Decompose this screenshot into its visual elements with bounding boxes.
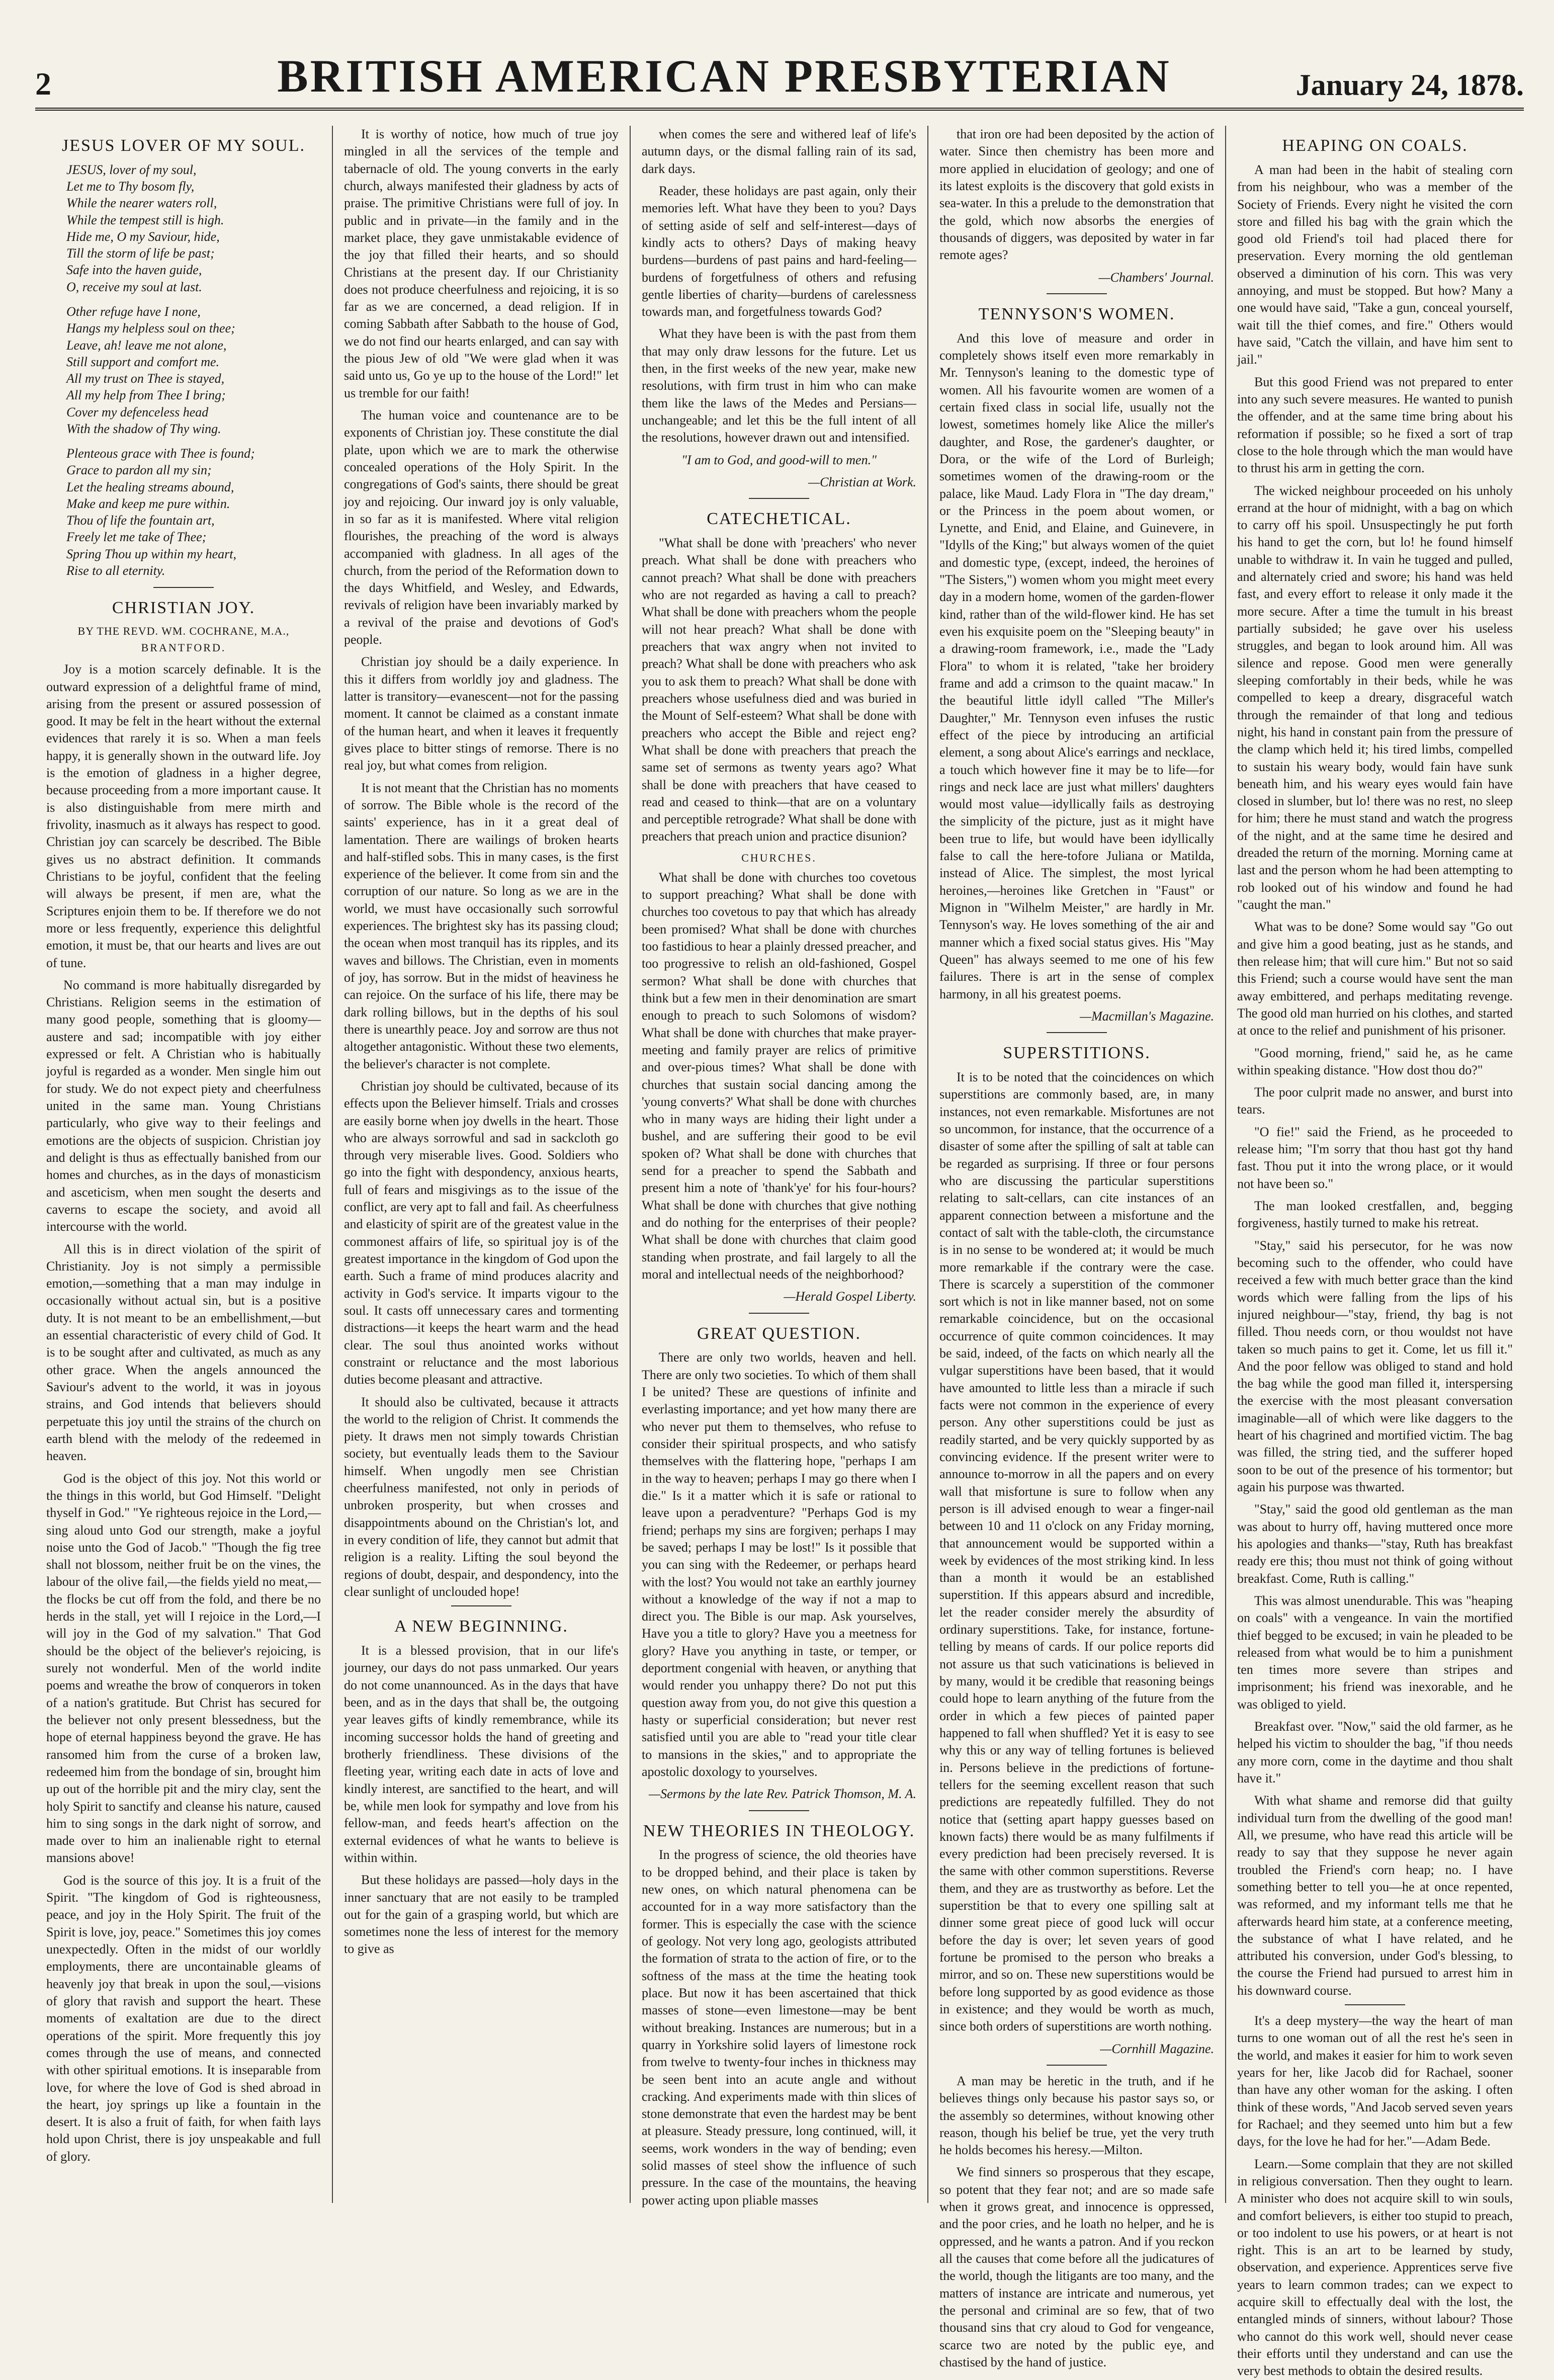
article-title: TENNYSON'S WOMEN.: [978, 304, 1175, 323]
paragraph: We find sinners so prosperous that they escape, so potent that they fear not; and are so made safe when it grows great, and innocence is oppressed, and the poor cries, and he loath no helper, and he is oppressed, and he wants a patron. And if you reckon all the causes that come before all the judicatures of the world, though the litigants are too many, and the matters of instance are intricate and numerous, yet the personal and criminal are so few, that of two thousand sins that cry aloud to God for vengeance, scarce two are noted by the public eye, and chastised by the hand of justice.: [939, 2165, 1214, 2369]
divider: [153, 587, 214, 588]
quote: "I am to God, and good-will to men.": [681, 452, 877, 467]
divider: [1047, 2065, 1107, 2066]
poem-line: While the tempest still is high.: [66, 212, 224, 227]
paragraph: It's a deep mystery—the way the heart of man turns to one woman out of all the rest he's seen in the world, and makes it easier for him to work seven years for her, like Jacob did for Rachael, sooner than have any other woman for the asking. I often think of these words, "And Jacob served seven years for Rachael; and they seemed unto him but a few days, for the love he had for her."—Adam Bede.: [1237, 2013, 1513, 2149]
paragraph: Breakfast over. "Now," said the old farmer, as he helped his victim to shoulder the bag, "if thou needs any more corn, come in the daytime and thou shalt have it.": [1237, 1719, 1513, 1786]
column-3: [631, 126, 928, 2207]
paragraph: But these holidays are passed—holy days in the inner sanctuary that are not easily to be trampled out for the gain of a grasping world, but which are sometimes none the less of interest for the memory to give as: [344, 1873, 619, 1957]
paragraph: It is to be noted that the coincidences on which superstitions are commonly based, are, in many instances, not even remarkable. Misfortunes are not so uncommon, for instance, that the occurrence of a disaster of some after the spilling of salt at table can be regarded as surprising. If three or four persons who are discussing the particular superstitions relating to salt-cellars, can cite instances of an apparent connection between a misfortune and the contact of salt with the table-cloth, the circumstance is in no sense to be wondered at; it would be much more remarkable if the contrary were the case. There is scarcely a superstition of the commoner sort which is not in like manner based, not on some remarkable coincidence, but on the occasional occurrence of quite common coincidences. It may be said, indeed, of the facts on which nearly all the vulgar superstitions have been based, that it would have amounted to little less than a miracle if such facts were not common in the experience of every person. Any other superstitions could be just as readily started, and be very quickly supported by as convincing evidence. If the present writer were to announce to-morrow in all the papers and on every wall that misfortune is sure to follow when any person is ill advised enough to wear a finger-nail between 10 and 11 o'clock on any Friday morning, that announcement would be supported within a week by evidences of the most striking kind. In less than a month it would be an established superstition. If this appears absurd and incredible, let the reader consider merely the absurdity of ordinary superstitions. Take, for instance, fortune-telling by means of cards. If our police reports did not assure us that such vaticinations is believed in by many, would it be credible that reasoning beings could hope to learn anything of the future from the order in which a few pieces of painted paper happened to fall when shuffled? Yet it is easy to see why this or any way of telling fortunes is believed in. Persons believe in the predictions of fortune-tellers for the seeming excellent reason that such predictions are repeatedly fulfilled. They do not notice that (setting apart happy guesses based on known facts) there would be as many fulfilments if every prediction had been precisely reversed. It is the same with other common superstitions. Reverse them, and they are as trustworthy as before. Let the superstition be that to every one spilling salt at dinner some great piece of good luck will occur before the day is over; let seven years of good fortune be promised to the person who breaks a mirror, and so on. These new superstitions would be before long supported by as good evidence as those in existence; and they would be worth as much, since both orders of superstitions are worth nothing.: [939, 1070, 1214, 2034]
paragraph: Christian joy should be cultivated, because of its effects upon the Believer himself. Trials and crosses are easily borne when joy dwells in the heart. Those who are always sorrowful and sad in sackcloth go through very miserable lives. Good. Soldiers who go into the fight with despondency, anxious hearts, full of fears and misgivings as to the issue of the conflict, are very apt to fall and fail. As cheerfulness and elasticity of spirit are of the greatest value in the commonest affairs of life, so spiritual joy is of the greatest importance in the kingdom of God upon the earth. Such a frame of mind produces alacrity and activity in God's service. It imparts vigour to the soul. It casts off unnecessary cares and tormenting distractions—it keeps the heart warm and the head clear. The soul thus anointed works without constraint or reluctance and the most laborious duties become pleasant and attractive.: [344, 1078, 619, 1387]
poem-line: Grace to pardon all my sin;: [66, 463, 212, 478]
paragraph: God is the object of this joy. Not this world or the things in this world, but God Himself. "Delight thyself in God." "Ye righteous rejoice in the Lord,—sing aloud unto God our strength, make a joyful noise unto the God of Jacob." "Though the fig tree shall not blossom, neither fruit be on the vines, the labour of the olive fail,—the fields yield no meat,—the flocks be cut off from the fold, and there be no herds in the stall, yet will I rejoice in the Lord,—I will joy in the God of my salvation." That God should be the object of the believer's rejoicing, is surely not wonderful. Men of the world indite poems and wreathe the brow of conquerors in token of a nation's gratitude. But Christ has secured for the believer not only present blessedness, but the hope of eternal happiness beyond the grave. He has ransomed him from the curse of a broken law, redeemed him from the bondage of sin, brought him up out of the horrible pit and the miry clay, sent the holy Spirit to sanctify and cleanse his nature, caused him to sing songs in the dark night of sorrow, and made over to him an inalienable right to eternal mansions above!: [46, 1471, 321, 1865]
poem-line: JESUS, lover of my soul,: [66, 162, 197, 177]
article-title: A NEW BEGINNING.: [394, 1617, 568, 1636]
poem-line: Freely let me take of Thee;: [66, 530, 207, 545]
divider: [451, 1605, 511, 1606]
paragraph: This was almost unendurable. This was "heaping on coals" with a vengeance. In vain the mortified thief begged to be excused; in vain he pleaded to be released from what would be to him a punishment ten times more severe than stripes and imprisonment; his friend was inexorable, and he was obliged to yield.: [1237, 1593, 1513, 1712]
divider: [1047, 293, 1107, 294]
paragraph: The man looked crestfallen, and, begging forgiveness, hastily turned to make his retreat.: [1237, 1199, 1513, 1231]
newspaper-title: BRITISH AMERICAN PRESBYTERIAN: [277, 50, 1171, 102]
poem-line: Cover my defenceless head: [66, 404, 209, 419]
divider: [1047, 1032, 1107, 1033]
newspaper-page: [35, 50, 1524, 2378]
paragraph: "Good morning, friend," said he, as he came within speaking distance. "How dost thou do?": [1237, 1045, 1513, 1077]
byline: BY THE REVD. WM. COCHRANE, M.A.,: [77, 625, 290, 638]
poem-line: Other refuge have I none,: [66, 304, 201, 319]
paragraph: that iron ore had been deposited by the action of water. Since then chemistry has been more and more applied in elucidation of geology; and one of its latest exploits is the discovery that gold exists in sea-water. In this a prelude to the demonstration that the gold, which now absorbs the energies of thousands of diggers, was deposited by water in far remote ages?: [939, 127, 1214, 263]
poem-line: Rise to all eternity.: [66, 563, 165, 578]
poem-line: While the nearer waters roll,: [66, 196, 217, 211]
column-4: [928, 126, 1226, 2369]
paragraph: "Stay," said his persecutor, for he was now becoming such to the offender, who could have received a few with much better grace than the kind words which were falling from the lips of his injured neighbour—"stay, friend, thy bag is not filled. Thou needs corn, or thou wouldst not have taken so much pains to get it. Come, let us fill it." And the poor fellow was obliged to stand and hold the bag while the good man filled it, interspersing the exercise with the most pleasant conversation imaginable—all of which were like daggers to the heart of his chagrined and mortified victim. The bag was filled, the string tied, and the sufferer hoped soon to be out of the presence of his tormentor; but again his purpose was thwarted.: [1237, 1238, 1513, 1494]
poem: [46, 161, 321, 579]
paragraph: "What shall be done with 'preachers' who never preach. What shall be done with preachers who cannot preach? What shall be done with preachers who are not regarded as having a call to preach? What shall be done with preachers whom the people will not hear preach? What shall be done with preachers that wax angry when not invited to preach? What shall be done with preachers who ask you to ask them to preach? What shall be done with preachers whose usefulness died and was buried in the Mount of Self-esteem? What shall be done with preachers who accept the Bible and reject eng? What shall be done with preachers that preach the same set of sermons as twenty years ago? What shall be done with preachers that have ceased to read and ceased to think—that are on a voluntary and perceptible retrograde? What shall be done with preachers that preach union and practice disunion?: [642, 536, 916, 844]
paragraph: "O fie!" said the Friend, as he proceeded to release him; "I'm sorry that thou hast got thy hand fast. Thou put it into the wrong place, or it would not have been so.": [1237, 1124, 1513, 1191]
poem-line: Thou of life the fountain art,: [66, 513, 215, 528]
attribution: —Chambers' Journal.: [1098, 270, 1214, 285]
article-title: HEAPING ON COALS.: [1282, 136, 1468, 155]
paragraph: No command is more habitually disregarded by Christians. Religion seems in the estimation of many good people, something that is gloomy—austere and sad; incompatible with joy either expressed or felt. A Christian who is habitually joyful is regarded as a wonder. Men single him out for study. We do not expect piety and cheerfulness united in the same man. Young Christians particularly, who give way to their feelings and emotions are the objects of suspicion. Christian joy and delight is thus as effectually banished from our homes and churches, as in the days of monasticism and asceticism, when men sought the deserts and caverns to escape the society, and avoid all intercourse with the world.: [46, 977, 321, 1234]
poem-stanza: [66, 161, 321, 295]
poem-line: Safe into the haven guide,: [66, 263, 202, 278]
paragraph: What shall be done with churches too covetous to support preaching? What shall be done with churches too covetous to pay that which has already been promised? What shall be done with churches too fastidious to hear a plainly dressed preacher, and too progressive to relish an old-fashioned, Gospel sermon? What shall be done with churches that think but a few men in their denomination are smart enough to preach to such Solomons of wisdom? What shall be done with churches that make prayer-meeting and family prayer are relics of primitive and over-pious times? What shall be done with churches that sustain social dancing among the 'young converts?' What shall be done with churches who in many ways are hiding their light under a bushel, and are suffering their good to be evil spoken of? What shall be done with churches that send for a preacher to spend the Sabbath and present him a note of 'thank'ye' for his four-hours? What shall be done with churches that give nothing and do nothing for the enterprises of their people? What shall be done with churches that claim good standing when prostrate, and fail largely to all the moral and intellectual needs of the neighborhood?: [642, 870, 916, 1282]
paragraph: The poor culprit made no answer, and burst into tears.: [1237, 1085, 1513, 1117]
columns: [35, 126, 1524, 2378]
article-title: GREAT QUESTION.: [697, 1324, 861, 1343]
poem-stanza: [66, 445, 321, 579]
poem-line: Leave, ah! leave me not alone,: [66, 337, 227, 353]
paragraph: The wicked neighbour proceeded on his unholy errand at the hour of midnight, with a bag on which to carry off his spoil. Unsuspectingly he put forth his hand to get the corn, but lo! he found himself unable to withdraw it. In vain he tugged and pulled, and alternately cried and swore; his hand was held fast, and every effort to release it only made it the more secure. After a time the tumult in his breast partially subsided; he gave over his useless struggles, and began to look around him. All was silence and repose. Good men were generally sleeping comfortably in their beds, while he was compelled to keep a dreary, disgraceful watch through the remainder of that long and tedious night, his hand in constant pain from the pressure of the clamp which held it; his tired limbs, compelled to sustain his weary body, would fain have sunk beneath him, and his weary eyes would fain have closed in slumber, but lo! there was no rest, no sleep for him; there he must stand and watch the progress of the night, and at the same time he desired and dreaded the return of the morning. Morning came at last and the person whom he had been attempting to rob looked out of his window and found he had "caught the man.": [1237, 483, 1513, 912]
paragraph: A man may be heretic in the truth, and if he believes things only because his pastor says so, or the assembly so determines, without knowing other reason, though his belief be true, yet the very truth he holds becomes his heresy.—Milton.: [939, 2073, 1214, 2158]
poem-line: Plenteous grace with Thee is found;: [66, 446, 255, 461]
divider: [749, 1810, 809, 1811]
poem-line: Hangs my helpless soul on thee;: [66, 321, 235, 336]
paragraph: It is worthy of notice, how much of true joy mingled in all the services of the temple and tabernacle of old. The young converts in the early church, always manifested their gladness by acts of praise. The primitive Christians were full of joy. In public and in private—in the family and in the market place, they gave unmistakable evidence of the joy that filled their hearts, and so should Christians at the present day. If our Christianity does not produce cheerfulness and rejoicing, it is so far as we are concerned, a dead religion. If in coming Sabbath after Sabbath to the house of God, we do not find our hearts enlarged, and can say with the pious Jew of old "We were glad when it was said unto us, Go ye up to the house of the Lord!" let us tremble for our faith!: [344, 127, 619, 400]
poem-line: All my trust on Thee is stayed,: [66, 371, 225, 386]
paragraph: God is the source of this joy. It is a fruit of the Spirit. "The kingdom of God is righteousness, peace, and joy in the Holy Spirit. The fruit of the Spirit is love, joy, peace." Sometimes this joy comes unexpectedly. Often in the midst of our worldly employments, there are uncontainable gleams of heavenly joy that break in upon the soul,—visions of glory that ravish and support the heart. These moments of exaltation are due to the direct operations of the spirit. More frequently this joy comes through the use of means, and connected with other spiritual emotions. It is inseparable from love, for where the love of God is shed abroad in the heart, joy springs up like a fountain in the desert. It is also a fruit of faith, for when faith lays hold upon Christ, there is joy unspeakable and full of glory.: [46, 1873, 321, 2164]
attribution: —Herald Gospel Liberty.: [784, 1289, 916, 1304]
attribution: —Cornhill Magazine.: [1100, 2041, 1214, 2056]
paragraph: A man had been in the habit of stealing corn from his neighbour, who was a member of the Society of Friends. Every night he visited the corn store and filled his bag with the grain which the good old Friend's toil had placed there for preservation. Every morning the old gentleman observed a diminution of his corn. This was very annoying, and must be stopped. But how? Many a one would have said, "Take a gun, conceal yourself, wait till the thief comes, and fire." Others would have said, "Catch the villain, and have him sent to jail.": [1237, 162, 1513, 367]
column-5: [1226, 126, 1524, 2378]
poem-line: Till the storm of life be past;: [66, 246, 215, 261]
column-2: [333, 126, 631, 2203]
poem-line: O, receive my soul at last.: [66, 279, 202, 294]
paragraph: All this is in direct violation of the spirit of Christianity. Joy is not simply a permissible emotion,—something that a man may indulge in occasionally without actual sin, but is a positive duty. It is not meant to be an embellishment,—but an essential characteristic of every child of God. It is to be sought after and cultivated, as much as any other grace. When the angels announced the Saviour's advent to the world, it was in joyous strains, and God intends that believers should perpetuate this joy until the strains of the church on earth blend with the melody of the redeemed in heaven.: [46, 1241, 321, 1464]
divider: [749, 1313, 809, 1314]
poem-line: All my help from Thee I bring;: [66, 388, 226, 403]
paragraph: What was to be done? Some would say "Go out and give him a good beating, just as he stands, and then release him; that will cure him." But not so said this Friend; such a course would have sent the man away embittered, and perhaps meditating revenge. The good old man hurried on his clothes, and started at once to the relief and punishment of his prisoner.: [1237, 919, 1513, 1038]
issue-date: January 24, 1878.: [1296, 68, 1524, 102]
article-title: CHRISTIAN JOY.: [112, 599, 255, 618]
page-number: 2: [35, 66, 51, 102]
paragraph: And this love of measure and order in completely shows itself even more remarkably in Mr. Tennyson's leaning to the domestic type of women. All his favourite women are women of a certain fixed class in social life, usually not the lowest, sometimes homely like Alice the miller's daughter, and Rose, the gardener's daughter, or Dora, or the wife of the Lord of Burleigh; sometimes women of the drawing-room or the palace, like Maud. Lady Flora in "The day dream," or the Princess in the poem about women, or Lynette, and Enid, and Elaine, and Guinevere, in "Idylls of the King;" but always women of the quiet and domestic type, (except, indeed, the heroines of "The Sisters,") women whom you might meet every day in a modern home, women of the garden-flower kind, rather than of the wild-flower kind. He has set even his exquisite poem on the "Sleeping beauty" in a drawing-room framework, i.e., made the "Lady Flora" to whom it is related, "take her broidery frame and add a crimson to the quaint macaw." In the beautiful little idyll called "The Miller's Daughter," Mr. Tennyson even infuses the rustic effect of the piece by introducing an artificial element, a song about Alice's earrings and necklace, a touch which however fine it may be to life—for rings and neck lace are just what millers' daughters would most value—idyllically fails as destroying the simplicity of the picture, just as it might have been true to life, but would have been idyllically false to call the here-tofore Juliana or Matilda, instead of Alice. The simplest, the most lyrical heroines,—heroines like Gretchen in "Faust" or Mignon in "Wilhelm Meister," are hardly in Mr. Tennyson's way. He loves something of the air and manner which a fixed social status gives. His "May Queen" has always seemed to me one of his few failures. There is art in the sense of complex harmony, in all his greatest poems.: [939, 330, 1214, 1001]
poem-line: Let the healing streams abound,: [66, 479, 234, 494]
column-1: [35, 126, 333, 2203]
attribution: —Sermons by the late Rev. Patrick Thomson, M. A.: [649, 1787, 916, 1802]
paragraph: What they have been is with the past from them that may only draw lessons for the future. Let us then, in the first weeks of the new year, make new resolutions, with firm trust in him who can make them like the laws of the Medes and Persians—unchangeable; and let this be the full intent of all the resolutions, however drawn out and intensified.: [642, 326, 916, 445]
paragraph: Reader, these holidays are past again, only their memories left. What have they been to you? Days of setting aside of self and self-interest—days of kindly acts to others? Days of making heavy burdens—burdens of past pains and hard-feeling—burdens of forgetfulness of others and refusing gentle liberties of charity—burdens of carelessness towards man, and forgetfulness towards God?: [642, 183, 916, 319]
poem-line: Spring Thou up within my heart,: [66, 546, 237, 561]
article-title: SUPERSTITIONS.: [1003, 1044, 1151, 1063]
paragraph: Joy is a motion scarcely definable. It is the outward expression of a delightful frame of mind, arising from the present or assured possession of good. It may be felt in the heart without the external evidences that rarely it is so. When a man feels happy, it is generally shown in the outward life. Joy is the emotion of gladness in a higher degree, because proceeding from a more important cause. It is also distinguishable from mere mirth and frivolity, inasmuch as it always has respect to good. Christian joy can scarcely be described. The Bible gives us no abstract definition. It commands Christians to be joyful, confident that the feeling will always be present, if men are, what the Scriptures enjoin them to be. If therefore we do not more or less frequently, experience this delightful emotion, it must be, that our hearts and lives are out of tune.: [46, 662, 321, 970]
article-title: NEW THEORIES IN THEOLOGY.: [643, 1821, 915, 1840]
paragraph: With what shame and remorse did that guilty individual turn from the dwelling of the good man! All, we presume, who have read this article will be ready to say that they suppose he never again troubled the Friend's corn heap; no. I have something better to tell you—he at once repented, was reformed, and my informant tells me that he afterwards heard him state, at a conference meeting, the substance of what I have related, and he attributed his conversion, under God's blessing, to the course the Friend had pursued to arrest him in his downward course.: [1237, 1793, 1513, 1998]
paragraph: "Stay," said the good old gentleman as the man was about to hurry off, having muttered once more his apologies and thanks—"stay, Ruth has breakfast ready ere this; thou must not think of going without breakfast. Come, Ruth is calling.": [1237, 1502, 1513, 1586]
poem-stanza: [66, 303, 321, 437]
paragraph: There are only two worlds, heaven and hell. There are only two societies. To which of them shall I be united? These are questions of infinite and everlasting importance; and yet how many there are who never put them to themselves, who refuse to consider their spiritual prospects, and who satisfy themselves with the flattering hope, "perhaps I am in the way to heaven; perhaps I may go there when I die." Is it a matter which it is safe or rational to leave upon a peradventure? "Perhaps God is my friend; perhaps my sins are forgiven; perhaps I may be saved; perhaps I may be lost!" Is it possible that you can sing with the Redeemer, or perhaps heard with the lost? You would not take an earthly journey without a knowledge of the way if not a map to direct you. The Bible is our map. Ask yourselves, Have you a title to glory? Have you a meetness for glory? Have you anything in taste, or temper, or deportment congenial with heaven, or anything that would render you unhappy there? Do not put this question away from you, do not give this question a hasty or superficial consideration; but never rest satisfied until you are able to "read your title clear to mansions in the skies," and to appropriate the apostolic doxology to yourselves.: [642, 1350, 916, 1779]
paragraph: Christian joy should be a daily experience. In this it differs from worldly joy and gladness. The latter is transitory—evanescent—not for the passing moment. It cannot be claimed as a constant inmate of the human heart, and when it leaves it frequently gives place to bitter stings of remorse. There is no real joy, but what comes from religion.: [344, 654, 619, 773]
divider: [1345, 2004, 1405, 2005]
attribution: —Macmillan's Magazine.: [1080, 1008, 1214, 1024]
paragraph: when comes the sere and withered leaf of life's autumn days, or the dismal falling rain of its sad, dark days.: [642, 127, 916, 176]
poem-line: Make and keep me pure within.: [66, 496, 230, 511]
poem-line: With the shadow of Thy wing.: [66, 421, 221, 436]
poem-line: Hide me, O my Saviour, hide,: [66, 229, 220, 244]
divider: [749, 498, 809, 499]
attribution: —Christian at Work.: [808, 474, 916, 489]
paragraph: It is a blessed provision, that in our life's journey, our days do not pass unmarked. Our years do not come unannounced. As in the days that have been, and as in the days that shall be, the outgoing year leaves gifts of kindly remembrance, while its incoming successor holds the hand of greeting and brotherly friendliness. These divisions of the fleeting year, writing each date in acts of love and kindly interest, are sanctified to the heart, and will be, while men look for sympathy and love from his fellow-man, and feeds heart's affection on the external evidences of what he wants to believe is within within.: [344, 1643, 619, 1865]
paragraph: It should also be cultivated, because it attracts the world to the religion of Christ. It commends the piety. It draws men not simply towards Christian society, but eventually leads them to the Saviour himself. When ungodly men see Christian cheerfulness manifested, not only in periods of unbroken prosperity, but when crosses and disappointments abound on the Christian's lot, and in every condition of life, they cannot but admit that religion is a reality. Lifting the soul beyond the regions of doubt, despair, and despondency, into the clear sunlight of unclouded hope!: [344, 1394, 619, 1599]
paragraph: It is not meant that the Christian has no moments of sorrow. The Bible whole is the record of the saints' experience, has in it a great deal of lamentation. There are wailings of broken hearts and half-stifled sobs. This in many cases, is the first experience of the believer. It come from sin and the corruption of our nature. So long as we are in the world, we must have occasionally such sorrowful experiences. The brightest sky has its passing cloud; the ocean when most tranquil has its ripples, and its waves and billows. The Christian, even in moments of joy, has sorrow. But in the midst of heaviness he can rejoice. On the surface of his life, there may be dark rolling billows, but in the depths of his soul there is unearthly peace. Joy and sorrow are thus not altogether antagonistic. Without these two elements, the believer's character is not complete.: [344, 780, 619, 1071]
paragraph: Learn.—Some complain that they are not skilled in religious conversation. Then they ought to learn. A minister who does not acquire skill to win souls, and comfort believers, is either too stupid to preach, or too indolent to use his powers, or at heart is not right. This is an art to be learned by study, observation, and experience. Apprentices serve five years to learn common trades; can we expect to acquire skill to effectually deal with the lost, the entangled minds of sinners, without labour? Those who cannot do this work well, should never cease their efforts until they understand and can use the very best methods to obtain the desired results.: [1237, 2156, 1513, 2378]
paragraph: But this good Friend was not prepared to enter into any such severe measures. He wanted to punish the offender, and at the same time bring about his reformation if possible; so he fixed a sort of trap close to the hole through which the man would have to thrust his arm in getting the corn.: [1237, 374, 1513, 476]
poem-line: Let me to Thy bosom fly,: [66, 179, 195, 194]
masthead: [35, 50, 1524, 111]
poem-title: JESUS LOVER OF MY SOUL.: [62, 136, 305, 155]
poem-line: Still support and comfort me.: [66, 354, 220, 369]
byline-place: BRANTFORD.: [141, 641, 226, 654]
paragraph: The human voice and countenance are to be exponents of Christian joy. These constitute the dial plate, upon which we are to mark the otherwise concealed operations of the Holy Spirit. In the congregations of God's saints, there should be great joy and rejoicing. Our inward joy is only valuable, in so far as it is manifested. Where vital religion flourishes, the preaching of the word is always accompanied with gladness. In all ages of the church, from the period of the Reformation down to the days Whitfield, and Wesley, and Edwards, revivals of religion have been invariably marked by a revival of the praise and devotions of God's people.: [344, 408, 619, 647]
article-title: CATECHETICAL.: [707, 509, 851, 529]
paragraph: In the progress of science, the old theories have to be dropped behind, and their place is taken by new ones, on which natural phenomena can be accounted for in a way more satisfactory than the former. This is especially the case with the science of geology. Not very long ago, geologists attributed the formation of strata to the action of fire, or to the softness of the mass at the time the heating took place. But now it has been ascertained that thick masses of stone—even limestone—may be bent without breaking. Instances are numerous; but in a quarry in Yorkshire solid layers of limestone rock from twelve to twenty-four inches in thickness may be seen bent into an acute angle and without cracking. And experiments made with thin slices of stone demonstrate that even the hardest may be bent at pleasure. Steady pressure, long continued, will, it seems, work wonders in the way of bending; even solid masses of steel show the influence of such pressure. In the case of the mountains, the heaving power acting upon pliable masses: [642, 1847, 916, 2207]
subheading: CHURCHES.: [741, 851, 817, 864]
